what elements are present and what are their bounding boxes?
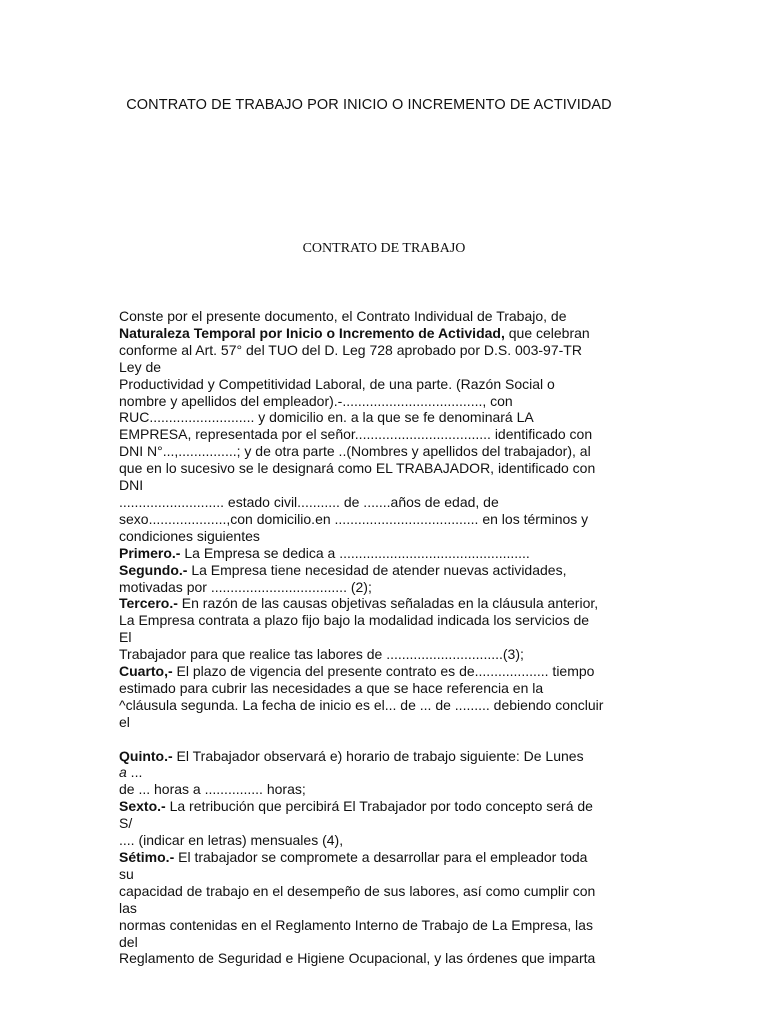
body-line: Reglamento de Seguridad e Higiene Ocupacional, y las órdenes que imparta (119, 950, 596, 967)
clause-cuarto (119, 663, 659, 680)
clause-heading: Tercero.- (119, 595, 178, 612)
line-text: ... (126, 764, 143, 781)
clause-sexto (119, 798, 659, 815)
body-line: conforme al Art. 57° del TUO del D. Leg 728 aprobado por D.S. 003-97-TR (119, 341, 582, 358)
clause-segundo (119, 562, 659, 579)
line-text: El plazo de vigencia del presente contrato es de................... tiempo (172, 663, 595, 680)
document-title: CONTRATO DE TRABAJO POR INICIO O INCREMENTO DE ACTIVIDAD (126, 97, 612, 113)
body-line: ^cláusula segunda. La fecha de inicio es el... de ... de ......... debiendo concluir (119, 696, 604, 713)
clause-heading: Segundo.- (119, 561, 188, 578)
line-text: El Trabajador observará e) horario de trabajo siguiente: De Lunes (172, 747, 584, 764)
body-line: motivadas por ................................... (2); (119, 578, 372, 595)
body-line: S/ (119, 815, 133, 832)
body-line: nombre y apellidos del empleador).-...................................., con (119, 392, 513, 409)
body-line: estimado para cubrir las necesidades a que se hace referencia en la (119, 679, 544, 696)
body-line (119, 764, 659, 781)
line-text: La Empresa tiene necesidad de atender nuevas actividades, (187, 561, 567, 578)
italic-text: a (119, 764, 127, 781)
body-line: DNI (119, 477, 144, 494)
clause-heading: Primero.- (119, 544, 181, 561)
document-subtitle: CONTRATO DE TRABAJO (302, 241, 466, 256)
body-line: El (119, 629, 132, 646)
body-line: DNI N°...,...............; y de otra parte ..(Nombres y apellidos del trabajador), al (119, 443, 591, 460)
body-line: .... (indicar en letras) mensuales (4), (119, 832, 344, 849)
bold-phrase: Naturaleza Temporal por Inicio o Incremento de Actividad, (119, 324, 505, 341)
body-line: Trabajador para que realice tas labores de ..............................(3); (119, 646, 524, 663)
body-line: Conste por el presente documento, el Contrato Individual de Trabajo, de (119, 308, 567, 324)
line-text: que celebran (504, 324, 590, 341)
line-text: El trabajador se compromete a desarrollar para el empleador toda (174, 848, 588, 865)
body-line: de ... horas a ............... horas; (119, 781, 306, 798)
body-line: del (119, 933, 138, 950)
body-line: Productividad y Competitividad Laboral, de una parte. (Razón Social o (119, 375, 555, 392)
line-text: La Empresa se dedica a ................................................. (180, 544, 530, 561)
body-line: el (119, 713, 130, 730)
clause-setimo (119, 849, 659, 866)
clause-heading: Sétimo.- (119, 848, 175, 865)
clause-heading: Cuarto,- (119, 663, 173, 680)
body-line: condiciones siguientes (119, 527, 260, 544)
clause-heading: Quinto.- (119, 747, 173, 764)
line-text: La retribución que percibirá El Trabajador por todo concepto será de (165, 798, 593, 815)
body-line (119, 325, 659, 342)
body-line: EMPRESA, representada por el señor................................... identificado con (119, 426, 593, 443)
body-line: normas contenidas en el Reglamento Interno de Trabajo de La Empresa, las (119, 916, 593, 933)
contract-body (119, 308, 659, 967)
body-line: RUC........................... y domicilio en. a la que se fe denominará LA (119, 409, 534, 426)
body-line: capacidad de trabajo en el desempeño de sus labores, así como cumplir con (119, 882, 596, 899)
body-line: las (119, 899, 137, 916)
clause-quinto (119, 748, 659, 765)
body-line: Ley de (119, 358, 162, 375)
line-text: En razón de las causas objetivas señaladas en la cláusula anterior, (177, 595, 599, 612)
body-line: La Empresa contrata a plazo fijo bajo la modalidad indicada los servicios de (119, 612, 590, 629)
body-line: sexo....................,con domicilio.en ..................................... en los términos y (119, 510, 589, 527)
body-line: que en lo sucesivo se le designará como EL TRABAJADOR, identificado con (119, 460, 596, 477)
body-line: ........................... estado civil........... de .......años de edad, de (119, 493, 499, 510)
blank-line (119, 731, 659, 748)
clause-tercero (119, 595, 659, 612)
clause-heading: Sexto.- (119, 798, 166, 815)
clause-primero (119, 545, 659, 562)
body-line: su (119, 865, 134, 882)
